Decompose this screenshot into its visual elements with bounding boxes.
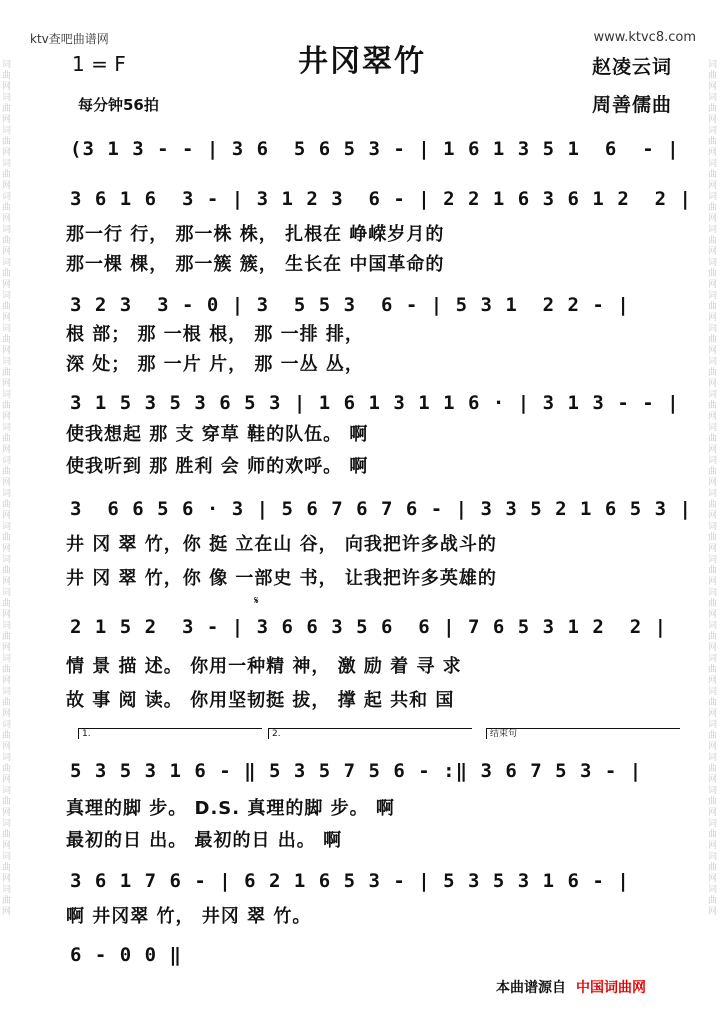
- lyric-row-4-verse-1: 使我想起 那 支 穿草 鞋的队伍。 啊: [66, 424, 369, 445]
- song-title: 井冈翠竹: [298, 44, 426, 79]
- lyric-row-5-verse-1: 井 冈 翠 竹，你 挺 立在山 谷， 向我把许多战斗的: [66, 534, 497, 555]
- watermark-left: 词曲网词曲网词曲网词曲网词曲网词曲网词曲网词曲网词曲网词曲网词曲网词曲网词曲网词曲网词曲网词曲网词曲网词曲网词曲网词曲网词曲网词曲网词曲网词曲网词曲网词曲网: [2, 60, 12, 917]
- coda-ending-bracket: 结束句: [486, 728, 680, 739]
- score-row-4: [66, 380, 680, 420]
- notes-row-5: 3 6 6 5 6 · 3 | 5 6 7 6 7 6 - | 3 3 5 2 1 6 5 3 |: [70, 498, 692, 520]
- lyric-row-7-verse-1: 真理的脚 步。 D.S. 真理的脚 步。 啊: [66, 798, 395, 819]
- tempo-marking: 每分钟56拍: [78, 96, 159, 114]
- watermark-right: 词曲网词曲网词曲网词曲网词曲网词曲网词曲网词曲网词曲网词曲网词曲网词曲网词曲网词曲网词曲网词曲网词曲网词曲网词曲网词曲网词曲网词曲网词曲网词曲网词曲网词曲网: [708, 60, 718, 917]
- score-row-1: [66, 126, 680, 166]
- composer-credit: 周善儒曲: [591, 94, 672, 116]
- lyric-row-4-verse-2: 使我听到 那 胜利 会 师的欢呼。 啊: [66, 456, 369, 477]
- lyric-row-6-verse-2: 故 事 阅 读。 你用坚韧挺 拔， 撑 起 共和 国: [66, 690, 455, 711]
- site-label-right: www.ktvc8.com: [593, 30, 696, 45]
- key-signature: 1 = F: [72, 52, 126, 76]
- segno-sign: 𝄋: [254, 594, 259, 607]
- source-label: 本曲谱源自: [496, 980, 566, 996]
- notes-row-1: (3 1 3 - - | 3 6 5 6 5 3 - | 1 6 1 3 5 1 6 - |: [70, 138, 680, 160]
- notes-row-2: 3 6 1 6 3 - | 3 1 2 3 6 - | 2 2 1 6 3 6 1 2 2 |: [70, 188, 692, 210]
- score-row-3: [66, 282, 676, 322]
- score-row-2: [66, 176, 692, 216]
- lyricist-credit: 赵凌云词: [591, 56, 672, 78]
- notes-row-8: 3 6 1 7 6 - | 6 2 1 6 5 3 - | 5 3 5 3 1 6 - |: [70, 870, 630, 892]
- lyric-row-3-verse-1: 根 部； 那 一根 根， 那 一排 排，: [66, 324, 364, 345]
- score-row-7: [66, 748, 676, 788]
- notes-row-7: 5 3 5 3 1 6 - ‖ 5 3 5 7 5 6 - :‖ 3 6 7 5 3 - |: [70, 760, 643, 782]
- notes-row-4: 3 1 5 3 5 3 6 5 3 | 1 6 1 3 1 1 6 · | 3 1 3 - - |: [70, 392, 680, 414]
- score-row-6: [66, 604, 676, 644]
- lyric-row-5-verse-2: 井 冈 翠 竹，你 像 一部史 书， 让我把许多英雄的: [66, 568, 497, 589]
- source-site-link[interactable]: 中国词曲网: [576, 980, 646, 996]
- lyric-row-2-verse-1: 那一行 行， 那一株 株， 扎根在 峥嵘岁月的: [66, 224, 445, 245]
- volta-2-bracket: 2.: [268, 728, 472, 739]
- site-label-left: ktv查吧曲谱网: [30, 32, 109, 46]
- score-row-8: [66, 858, 676, 898]
- score-row-9: [66, 932, 676, 972]
- lyric-row-7-verse-2: 最初的日 出。 最初的日 出。 啊: [66, 830, 343, 851]
- notes-row-6: 2 1 5 2 3 - | 3 6 6 3 5 6 6 | 7 6 5 3 1 2 2 |: [70, 616, 668, 638]
- score-row-5: [66, 486, 692, 526]
- lyric-row-3-verse-2: 深 处； 那 一片 片， 那 一丛 丛，: [66, 354, 364, 375]
- volta-1-bracket: 1.: [78, 728, 262, 739]
- lyric-row-2-verse-2: 那一棵 棵， 那一簇 簇， 生长在 中国革命的: [66, 254, 445, 275]
- notes-row-3: 3 2 3 3 - 0 | 3 5 5 3 6 - | 5 3 1 2 2 - |: [70, 294, 630, 316]
- source-footer: [496, 977, 646, 997]
- lyric-row-6-verse-1: 情 景 描 述。 你用一种精 神， 激 励 着 寻 求: [66, 656, 462, 677]
- lyric-row-8: 啊 井冈翠 竹， 井冈 翠 竹。: [66, 906, 312, 927]
- notes-row-9: 6 - 0 0 ‖: [70, 944, 182, 966]
